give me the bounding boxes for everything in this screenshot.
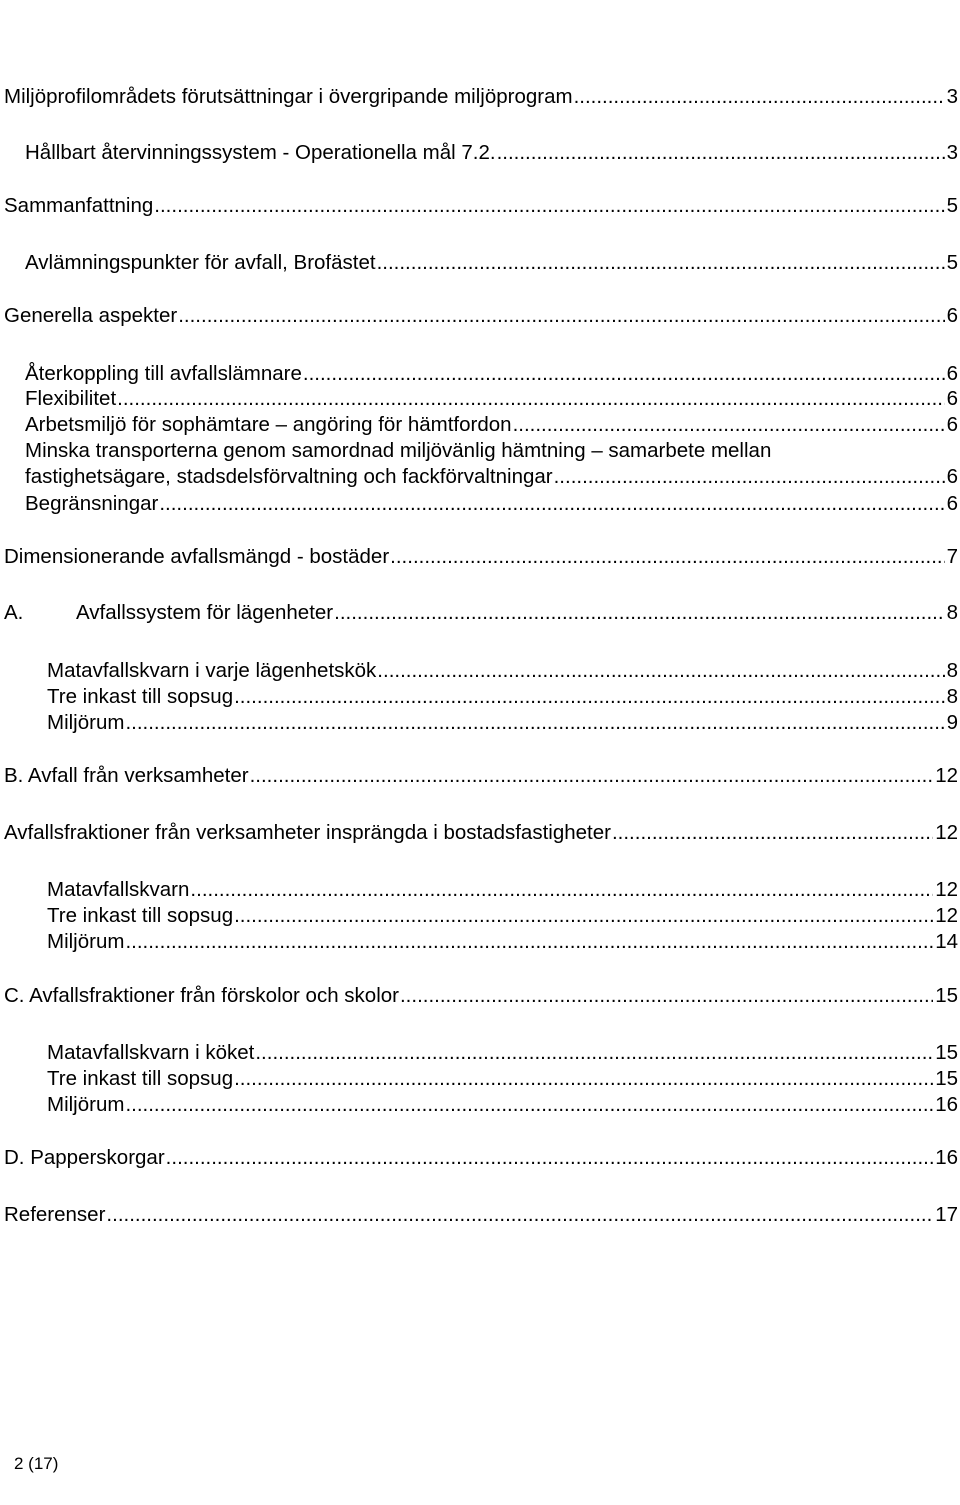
toc-entry-text: Miljöprofilområdets förutsättningar i övergripande miljöprogram [4, 85, 573, 108]
toc-page-number: 5 [946, 251, 958, 274]
toc-entry-text: Begränsningar [25, 492, 159, 515]
toc-entry-text: B. Avfall från verksamheter [4, 764, 249, 787]
toc-entry-text: Generella aspekter [4, 304, 178, 327]
toc-entry-text: Matavfallskvarn i varje lägenhetskök [47, 659, 377, 682]
toc-page-number: 12 [935, 904, 958, 927]
toc-page-number: 9 [946, 711, 958, 734]
toc-leader-dots [117, 387, 944, 411]
toc-page-number: 16 [935, 1146, 958, 1169]
toc-entry-text: Avfallsfraktioner från verksamheter insprängda i bostadsfastigheter [4, 821, 611, 844]
toc-entry[interactable] [47, 659, 958, 683]
toc-entry-text: D. Papperskorgar [4, 1146, 165, 1169]
toc-leader-dots [166, 1146, 934, 1170]
toc-entry-text: Miljörum [47, 1093, 125, 1116]
toc-entry-text: Avfallssystem för lägenheter [76, 601, 334, 624]
toc-leader-dots [234, 685, 945, 709]
toc-entry-text: Miljörum [47, 711, 125, 734]
toc-entry[interactable] [25, 413, 958, 437]
toc-page-number: 15 [935, 1067, 958, 1090]
toc-page-number: 6 [946, 413, 958, 436]
toc-entry-text: Tre inkast till sopsug [47, 685, 234, 708]
toc-leader-dots [334, 601, 944, 625]
toc-entry[interactable] [25, 387, 958, 411]
toc-entry-text: Matavfallskvarn [47, 878, 190, 901]
toc-page-number: 17 [935, 1203, 958, 1226]
toc-page-number: 14 [935, 930, 958, 953]
toc-leader-dots [255, 1041, 933, 1065]
toc-entry[interactable] [47, 1093, 958, 1117]
toc-leader-dots [303, 362, 945, 386]
toc-entry-text: Miljörum [47, 930, 125, 953]
toc-leader-dots [390, 545, 944, 569]
toc-page-number: 16 [935, 1093, 958, 1116]
toc-entry[interactable] [4, 764, 958, 788]
toc-entry[interactable] [47, 685, 958, 709]
toc-page-number: 8 [946, 659, 958, 682]
toc-entry[interactable] [47, 1041, 958, 1065]
toc-page-number: 3 [946, 141, 958, 164]
toc-entry-text: Tre inkast till sopsug [47, 904, 234, 927]
toc-page-number: 3 [946, 85, 958, 108]
toc-entry-text: Sammanfattning [4, 194, 154, 217]
toc-leader-dots [513, 413, 945, 437]
toc-leader-dots [234, 904, 933, 928]
toc-leader-dots [154, 194, 944, 218]
toc-entry-text: Dimensionerande avfallsmängd - bostäder [4, 545, 390, 568]
toc-entry[interactable] [47, 711, 958, 735]
toc-page-number: 15 [935, 984, 958, 1007]
toc-page-number: 6 [946, 304, 958, 327]
toc-entry[interactable] [4, 194, 958, 218]
toc-leader-dots [125, 930, 933, 954]
toc-leader-dots [377, 659, 944, 683]
toc-leader-dots [178, 304, 944, 328]
toc-page-number: 6 [946, 492, 958, 515]
toc-entry-text: Matavfallskvarn i köket [47, 1041, 255, 1064]
toc-entry-text: Avlämningspunkter för avfall, Brofästet [25, 251, 376, 274]
toc-entry-text-line2: fastighetsägare, stadsdelsförvaltning och fackförvaltningar [25, 465, 553, 488]
toc-entry-text-line1: Minska transporterna genom samordnad miljövänlig hämtning – samarbete mellan [25, 439, 772, 462]
toc-entry[interactable] [4, 1146, 958, 1170]
toc-leader-dots [159, 492, 944, 516]
toc-leader-dots [106, 1203, 933, 1227]
toc-entry[interactable] [4, 601, 958, 625]
toc-entry[interactable] [25, 251, 958, 275]
toc-leader-dots [574, 85, 945, 109]
toc-leader-dots [612, 821, 933, 845]
toc-entry-text: C. Avfallsfraktioner från förskolor och skolor [4, 984, 399, 1007]
page-footer-number: 2 (17) [14, 1454, 59, 1473]
toc-page-number: 5 [946, 194, 958, 217]
toc-entry[interactable] [4, 984, 958, 1008]
toc-entry[interactable] [25, 362, 958, 386]
toc-entry-label: A. [4, 601, 24, 624]
toc-entry[interactable] [4, 1203, 958, 1227]
toc-page-number: 6 [946, 387, 958, 410]
toc-entry[interactable] [25, 439, 958, 489]
toc-leader-dots [400, 984, 933, 1008]
toc-page-number: 8 [946, 685, 958, 708]
toc-entry[interactable] [47, 930, 958, 954]
toc-entry[interactable] [4, 304, 958, 328]
toc-leader-dots [234, 1067, 933, 1091]
toc-page-number: 12 [935, 821, 958, 844]
toc-entry-text: Flexibilitet [25, 387, 117, 410]
toc-entry-text: Återkoppling till avfallslämnare [25, 362, 302, 385]
toc-leader-dots [125, 1093, 933, 1117]
toc-page-number: 6 [946, 362, 958, 385]
toc-entry[interactable] [25, 492, 958, 516]
toc-entry[interactable] [4, 85, 958, 109]
toc-page-number: 6 [946, 465, 958, 488]
toc-leader-dots [250, 764, 934, 788]
toc-leader-dots [497, 141, 945, 165]
toc-leader-dots [125, 711, 944, 735]
toc-entry[interactable] [25, 141, 958, 165]
toc-entry-text: Hållbart återvinningssystem - Operationella mål 7.2. [25, 141, 496, 164]
toc-page-number: 15 [935, 1041, 958, 1064]
toc-page-number: 7 [946, 545, 958, 568]
toc-entry[interactable] [47, 1067, 958, 1091]
toc-entry[interactable] [47, 878, 958, 902]
toc-page-number: 8 [946, 601, 958, 624]
toc-entry[interactable] [4, 545, 958, 569]
toc-entry[interactable] [47, 904, 958, 928]
toc-entry-text: Arbetsmiljö för sophämtare – angöring för hämtfordon [25, 413, 512, 436]
toc-entry[interactable] [4, 821, 958, 845]
toc-page-number: 12 [935, 878, 958, 901]
toc-entry-text: Referenser [4, 1203, 106, 1226]
toc-leader-dots [554, 465, 945, 489]
toc-leader-dots [190, 878, 933, 902]
toc-leader-dots [377, 251, 945, 275]
toc-entry-text: Tre inkast till sopsug [47, 1067, 234, 1090]
toc-page-number: 12 [935, 764, 958, 787]
